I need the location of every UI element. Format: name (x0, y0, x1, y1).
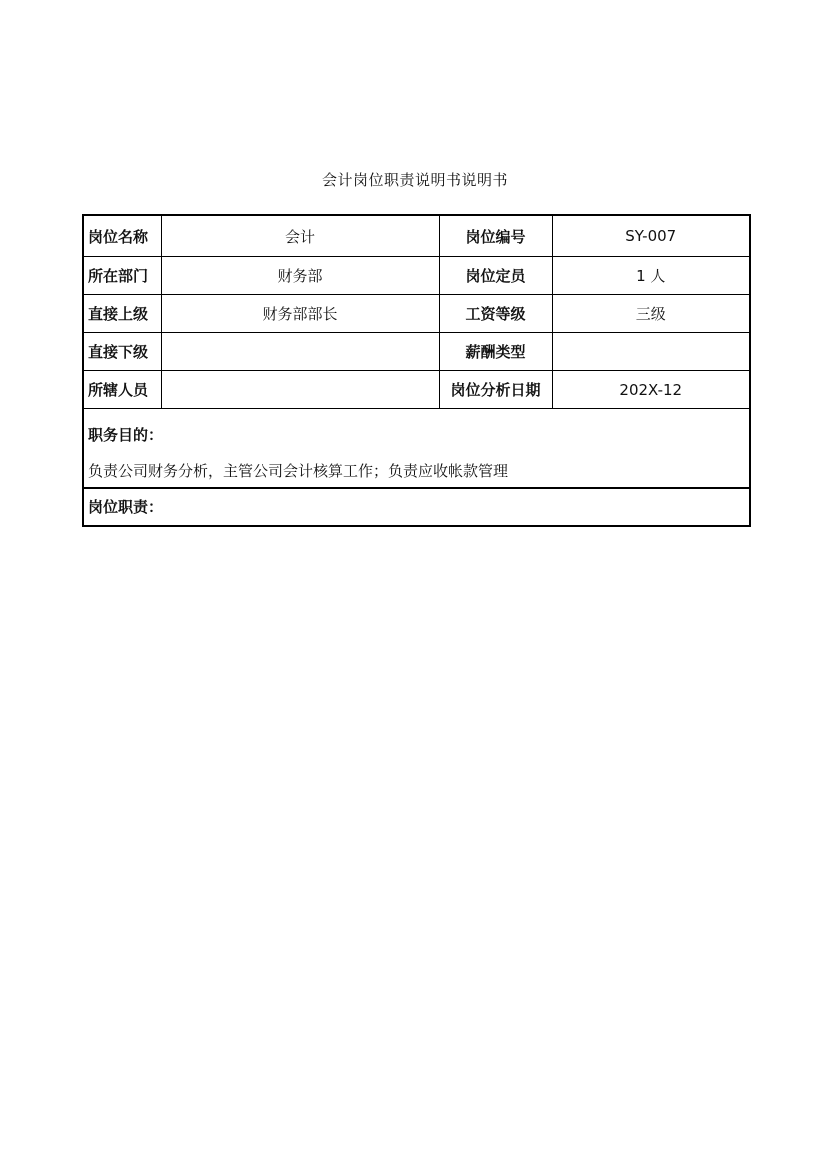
purpose-section (83, 409, 750, 489)
row-value: 三级 (552, 295, 750, 333)
table-row (83, 333, 750, 371)
purpose-heading: 职务目的： (88, 426, 164, 444)
row-label: 工资等级 (439, 295, 552, 333)
purpose-text: 负责公司财务分析，主管公司会计核算工作；负责应收帐款管理 (88, 462, 509, 480)
duties-section (83, 488, 750, 526)
job-description-table (82, 214, 751, 527)
table-row (83, 257, 750, 295)
row-value: 财务部部长 (161, 295, 439, 333)
row-value: 财务部 (161, 257, 439, 295)
row-label: 薪酬类型 (439, 333, 552, 371)
row-label: 岗位名称 (83, 215, 161, 257)
row-value: 1 人 (552, 257, 750, 295)
table-row (83, 295, 750, 333)
row-label: 所辖人员 (83, 371, 161, 409)
row-value: SY-007 (552, 215, 750, 257)
row-label: 所在部门 (83, 257, 161, 295)
row-label: 岗位定员 (439, 257, 552, 295)
row-value (552, 333, 750, 371)
row-label: 岗位分析日期 (439, 371, 552, 409)
row-value (161, 333, 439, 371)
table-row (83, 371, 750, 409)
row-value (161, 371, 439, 409)
duties-heading: 岗位职责： (88, 498, 164, 516)
page-title: 会计岗位职责说明书说明书 (321, 171, 508, 189)
row-value: 202X-12 (552, 371, 750, 409)
row-label: 直接上级 (83, 295, 161, 333)
table-row (83, 215, 750, 257)
row-label: 岗位编号 (439, 215, 552, 257)
row-label: 直接下级 (83, 333, 161, 371)
row-value: 会计 (161, 215, 439, 257)
